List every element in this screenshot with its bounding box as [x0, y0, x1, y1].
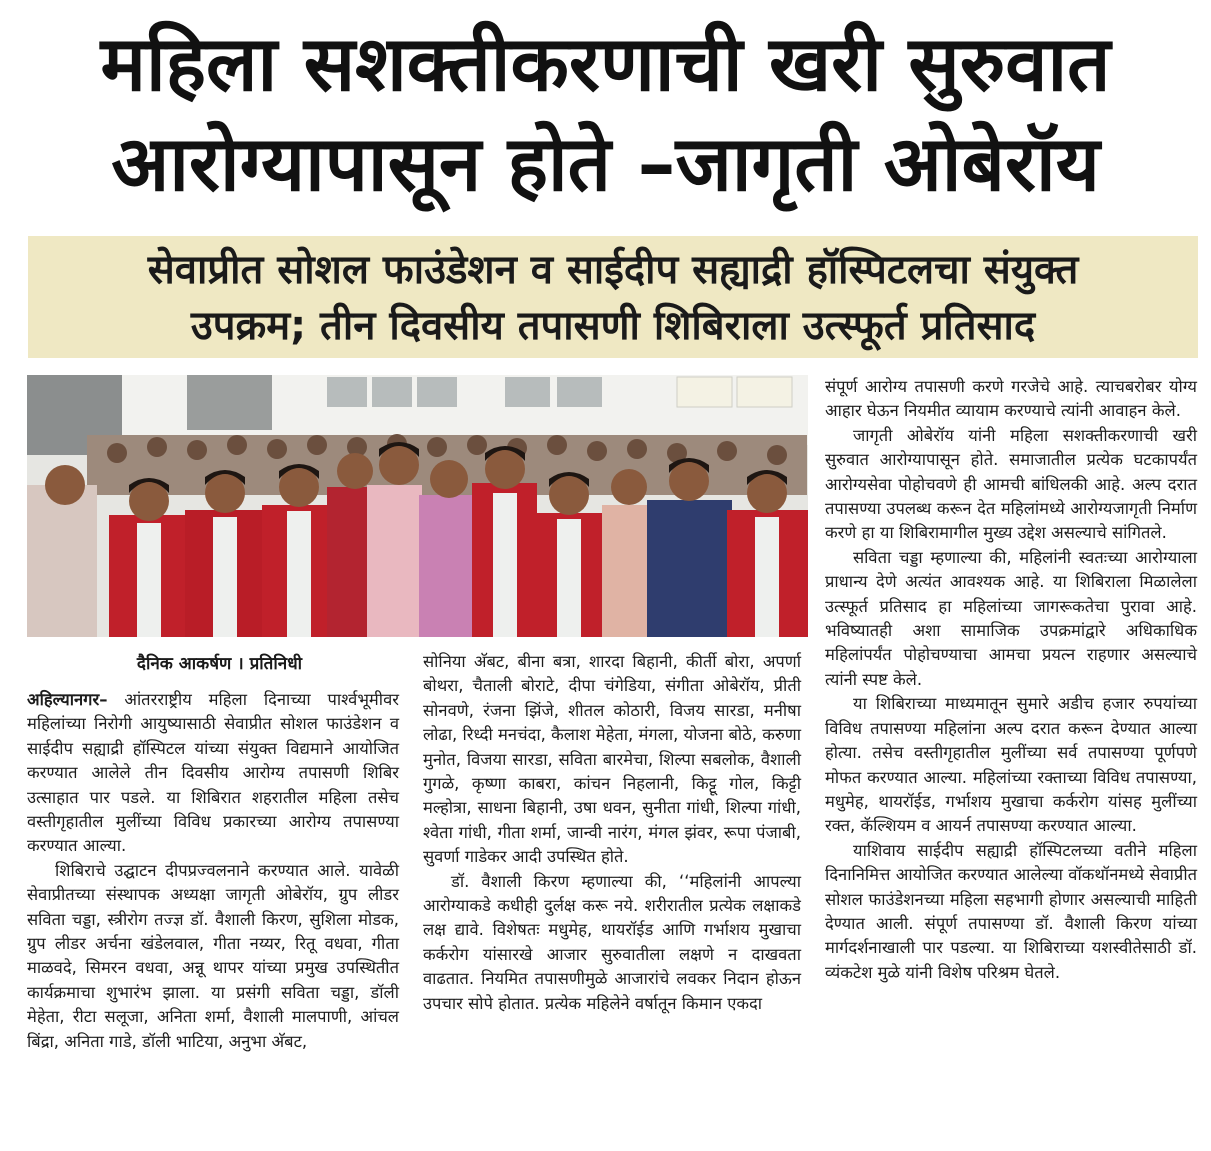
article-column-3	[825, 375, 1197, 985]
article-paragraph: जागृती ओबेरॉय यांनी महिला सशक्तीकरणाची खरी सुरुवात आरोग्यापासून होते. समाजातील प्रत्येक घटकापर्यंत आरोग्यसेवा पोहोचवणे ही आमची बांधिलकी आहे. अल्प दरात तपासण्या उपलब्ध करून देत महिलांमध्ये आरोग्यजागृती निर्माण करणे हा या शिबिरामागील मुख्य उद्देश असल्याचे सांगितले.	[825, 425, 1197, 543]
article-column-2	[423, 650, 801, 1016]
headline-line-2: आरोग्यापासून होते –जागृती ओबेरॉय	[111, 119, 1100, 208]
group-photo	[27, 375, 808, 637]
dateline-place: अहिल्यानगर–	[27, 690, 108, 709]
subheadline-box	[28, 236, 1198, 358]
byline: दैनिक आकर्षण । प्रतिनिधी	[136, 654, 303, 674]
article-paragraph: सविता चड्डा म्हणाल्या की, महिलांनी स्वतःच्या आरोग्याला प्राधान्य देणे अत्यंत आवश्यक आहे. या शिबिराला मिळालेला उत्स्फूर्त प्रतिसाद हा महिलांच्या जागरूकतेचा पुरावा आहे. भविष्यातही अशा सामाजिक उपक्रमांद्वारे अधिकाधिक महिलांपर्यंत पोहोचण्याचा आमचा प्रयत्न राहणार असल्याचे त्यांनी स्पष्ट केले.	[825, 547, 1197, 689]
article-paragraph: संपूर्ण आरोग्य तपासणी करणे गरजेचे आहे. त्याचबरोबर योग्य आहार घेऊन नियमीत व्यायाम करण्याचे त्यांनी आवाहन केले.	[825, 377, 1197, 421]
group-photo-illustration	[27, 375, 808, 637]
article-paragraph	[27, 688, 399, 859]
article-paragraph: शिबिराचे उद्घाटन दीपप्रज्वलनाने करण्यात आले. यावेळी सेवाप्रीतच्या संस्थापक अध्यक्षा जागृती ओबेरॉय, ग्रुप लीडर सविता चड्डा, स्त्रीरोग तज्ज्ञ डॉ. वैशाली किरण, सुशिला मोडक, ग्रुप लीडर अर्चना खंडेलवाल, गीता नय्यर, रितू वधवा, गीता माळवदे, सिमरन वधवा, अन्नू थापर यांच्या प्रमुख उपस्थितीत कार्यक्रमाचा शुभारंभ झाला. या प्रसंगी सविता चड्डा, डॉली मेहेता, रीटा सलूजा, अनिता शर्मा, वैशाली मालपाणी, आंचल बिंद्रा, अनिता गाडे, डॉली भाटिया, अनुभा अ‍ॅबट,	[27, 860, 399, 1051]
article-paragraph: सोनिया अ‍ॅबट, बीना बत्रा, शारदा बिहानी, कीर्ती बोरा, अपर्णा बोथरा, चैताली बोराटे, दीपा चंगेडिया, संगीता ओबेरॉय, प्रीती सोनवणे, रंजना झिंजे, शीतल कोठारी, विजय सारडा, मनीषा लोढा, रिध्दी मनचंदा, कैलाश मेहेता, मंगला, योजना बोठे, करुणा मुनोत, विजया सारडा, सविता बारमेचा, शिल्पा सबलोक, वैशाली गुगळे, कृष्णा काबरा, कांचन निहलानी, किट्टू गोल, किट्टी मल्होत्रा, साधना बिहानी, उषा धवन, सुनीता गांधी, शिल्पा गांधी, श्वेता गांधी, गीता शर्मा, जान्वी नारंग, मंगल झंवर, रूपा पंजाबी, सुवर्णा गाडेकर आदी उपस्थित होते.	[423, 652, 801, 867]
subheadline-line-1: सेवाप्रीत सोशल फाउंडेशन व साईदीप सह्याद्री हॉस्पिटलचा संयुक्त	[147, 247, 1079, 293]
paragraph-text: आंतरराष्ट्रीय महिला दिनाच्या पार्श्वभूमीवर महिलांच्या निरोगी आयुष्यासाठी सेवाप्रीत सोशल फाउंडेशन व साईदीप सह्याद्री हॉस्पिटल यांच्या संयुक्त विद्यमाने आयोजित करण्यात आलेले तीन दिवसीय आरोग्य तपासणी शिबिर उत्साहात पार पडले. या शिबिरात शहरातील महिला तसेच वस्तीगृहातील मुलींच्या विविध प्रकारच्या आरोग्य तपासण्या करण्यात आल्या.	[27, 690, 399, 856]
subheadline-line-2: उपक्रम; तीन दिवसीय तपासणी शिबिराला उत्स्फूर्त प्रतिसाद	[190, 303, 1036, 349]
headline-line-1: महिला सशक्तीकरणाची खरी सुरुवात	[100, 19, 1111, 108]
article-column-1	[27, 688, 399, 1054]
headline	[20, 14, 1191, 214]
article-paragraph: डॉ. वैशाली किरण म्हणाल्या की, ‘‘महिलांनी आपल्या आरोग्याकडे कधीही दुर्लक्ष करू नये. शरीरातील प्रत्येक लक्षाकडे लक्ष द्यावे. विशेषतः मधुमेह, थायरॉईड आणि गर्भाशय मुखाचा कर्करोग यांसारखे आजार सुरुवातीला लक्षणे न दाखवता वाढतात. नियमित तपासणीमुळे आजारांचे लवकर निदान होऊन उपचार सोपे होतात. प्रत्येक महिलेने वर्षातून किमान एकदा	[423, 871, 801, 1013]
article-paragraph: या शिबिराच्या माध्यमातून सुमारे अडीच हजार रुपयांच्या विविध तपासण्या महिलांना अल्प दरात करून देण्यात आल्या होत्या. तसेच वस्तीगृहातील मुलींच्या सर्व तपासण्या पूर्णपणे मोफत करण्यात आल्या. महिलांच्या रक्ताच्या विविध तपासण्या, मधुमेह, थायरॉईड, गर्भाशय मुखाचा कर्करोग यांसह मुलींच्या रक्त, कॅल्शियम व आयर्न तपासण्या करण्यात आल्या.	[825, 694, 1197, 836]
article-paragraph: याशिवाय साईदीप सह्याद्री हॉस्पिटलच्या वतीने महिला दिनानिमित्त आयोजित करण्यात आलेल्या वॉकथॉनमध्ये सेवाप्रीत सोशल फाउंडेशनच्या महिला सहभागी होणार असल्याची माहिती देण्यात आली. संपूर्ण तपासण्या डॉ. वैशाली किरण यांच्या मार्गदर्शनाखाली पार पडल्या. या शिबिराच्या यशस्वीतेसाठी डॉ. व्यंकटेश मुळे यांनी विशेष परिश्रम घेतले.	[825, 840, 1197, 982]
